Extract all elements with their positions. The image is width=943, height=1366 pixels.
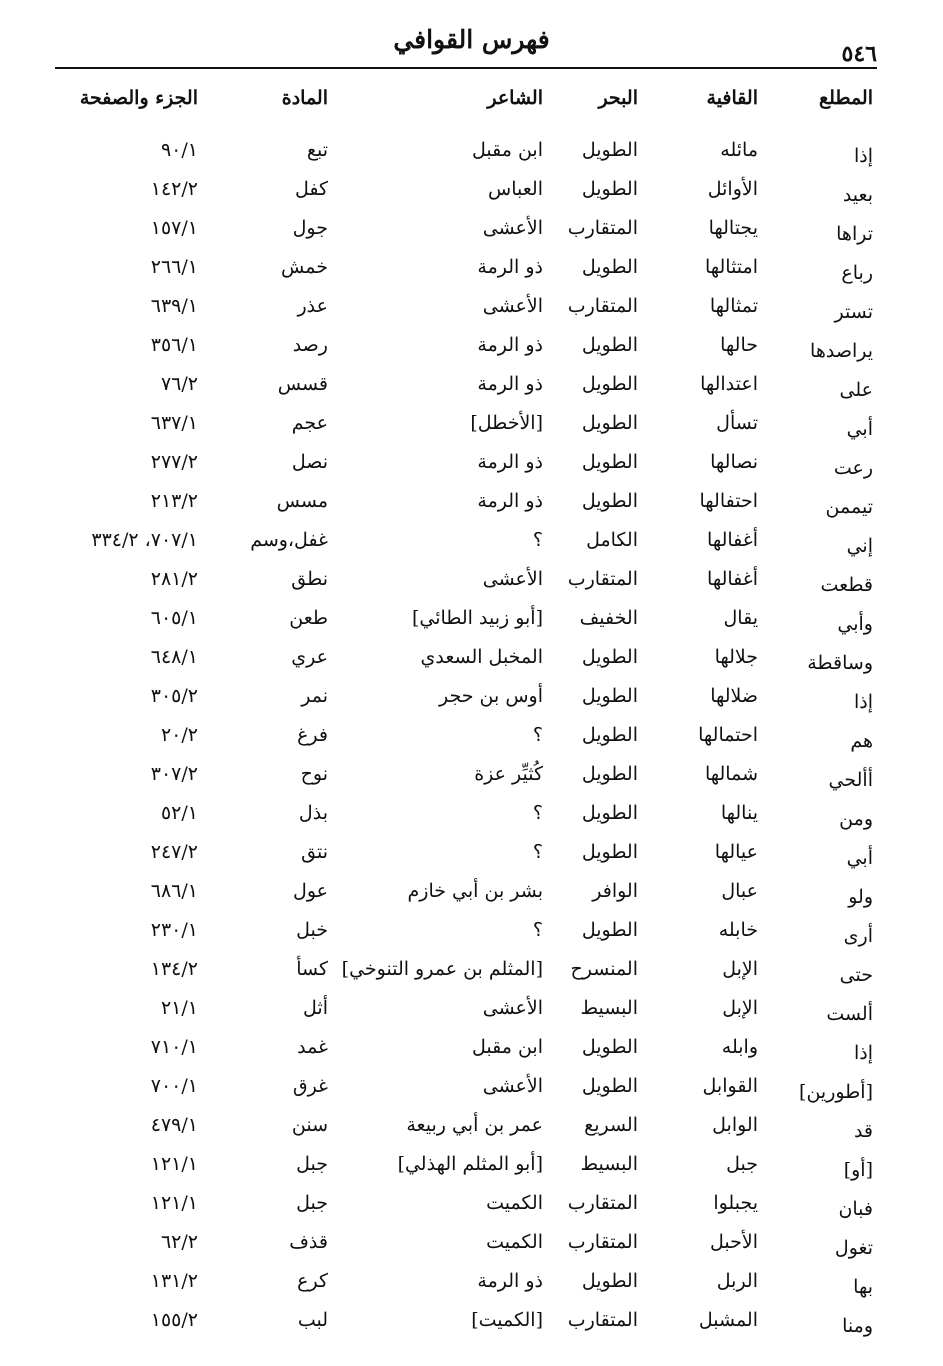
cell-madda: أثل [303,997,328,1019]
cell-matla: وساقطة [807,652,873,674]
cell-qafia: عيالها [714,841,758,863]
cell-shaer: الأعشى [482,568,543,590]
cell-matla: أرى [843,925,873,947]
cell-bahr: المتقارب [567,1231,638,1253]
cell-shaer: العباس [488,178,543,200]
cell-page: ١٣٤/٢ [150,958,198,980]
cell-shaer: عمر بن أبي ربيعة [406,1114,543,1136]
cell-matla: تستر [834,301,873,323]
cell-matla: على [839,379,873,401]
cell-madda: نصل [291,451,328,473]
cell-bahr: الطويل [581,1075,638,1097]
table-row [0,993,943,1032]
table-row [0,798,943,837]
cell-page: ٧٠٧/١، ٣٣٤/٢ [91,529,198,551]
cell-bahr: الطويل [581,412,638,434]
cell-qafia: الأوائل [707,178,758,200]
cell-bahr: الطويل [581,724,638,746]
cell-qafia: المشبل [698,1309,758,1331]
table-row [0,564,943,603]
table-row [0,525,943,564]
table-row [0,252,943,291]
cell-madda: كسأ [296,958,328,980]
header-shaer: الشاعر [487,87,543,109]
cell-page: ٢٣٠/١ [150,919,198,941]
table-row [0,642,943,681]
cell-qafia: شمالها [704,763,758,785]
cell-madda: غمد [297,1036,328,1058]
header-qafia: القافية [706,87,758,109]
cell-qafia: الوابل [712,1114,758,1136]
table-row [0,1188,943,1227]
cell-madda: عري [291,646,328,668]
cell-shaer: [أبو زبيد الطائي] [411,607,543,629]
cell-shaer: الأعشى [482,295,543,317]
table-row [0,174,943,213]
cell-matla: رباع [841,262,873,284]
cell-madda: كفل [294,178,328,200]
cell-page: ٢١٣/٢ [150,490,198,512]
cell-page: ٦٠٥/١ [150,607,198,629]
cell-matla: تغول [834,1237,873,1259]
cell-page: ٢٤٧/٢ [150,841,198,863]
table-header [0,80,943,116]
cell-page: ٩٠/١ [160,139,198,161]
cell-qafia: الإبل [722,958,758,980]
cell-bahr: الطويل [581,373,638,395]
cell-madda: رصد [292,334,328,356]
cell-bahr: الطويل [581,646,638,668]
cell-qafia: نصالها [710,451,758,473]
cell-shaer: ؟ [532,802,543,824]
cell-matla: [أطورين] [799,1081,873,1103]
cell-matla: وأبي [837,613,873,635]
cell-shaer: الأعشى [482,1075,543,1097]
cell-qafia: وابله [721,1036,758,1058]
cell-shaer: بشر بن أبي خازم [407,880,543,902]
table-row [0,1071,943,1110]
cell-bahr: المتقارب [567,217,638,239]
table-row [0,369,943,408]
cell-qafia: جبل [726,1153,758,1175]
cell-qafia: يقال [723,607,758,629]
header-rule [55,67,877,69]
cell-matla: إذا [853,145,873,167]
cell-madda: غرق [292,1075,328,1097]
cell-shaer: ذو الرمة [477,1270,543,1292]
cell-madda: غفل،وسم [250,529,328,551]
cell-page: ٧١٠/١ [150,1036,198,1058]
cell-page: ٣٥٦/١ [150,334,198,356]
cell-bahr: الكامل [586,529,638,551]
header-bahr: البحر [598,87,638,109]
cell-bahr: الوافر [592,880,638,902]
cell-qafia: أغفالها [707,568,758,590]
cell-bahr: المتقارب [567,1309,638,1331]
cell-shaer: ابن مقبل [472,1036,543,1058]
cell-qafia: جلالها [714,646,758,668]
cell-qafia: خابله [718,919,758,941]
cell-qafia: امتثالها [704,256,758,278]
table-row [0,135,943,174]
table-body [0,135,943,1344]
cell-madda: نوح [300,763,328,785]
cell-bahr: الطويل [581,490,638,512]
table-row [0,1149,943,1188]
cell-page: ٦٢/٢ [160,1231,198,1253]
cell-matla: ألست [826,1003,873,1025]
table-row [0,1032,943,1071]
cell-shaer: ؟ [532,919,543,941]
cell-shaer: ذو الرمة [477,373,543,395]
cell-madda: جبل [296,1192,328,1214]
cell-matla: إني [846,535,873,557]
table-row [0,1110,943,1149]
cell-matla: حتى [839,964,873,986]
header-madda: المادة [281,87,328,109]
cell-shaer: [الأخطل] [470,412,543,434]
cell-page: ٦٤٨/١ [150,646,198,668]
cell-shaer: ذو الرمة [477,256,543,278]
cell-page: ١٥٥/٢ [150,1309,198,1331]
cell-shaer: [أبو المثلم الهذلي] [397,1153,543,1175]
table-row [0,1305,943,1344]
header-matla: المطلع [818,87,873,109]
cell-page: ٢٦٦/١ [150,256,198,278]
cell-matla: تراها [836,223,873,245]
cell-matla: أبي [846,847,873,869]
cell-bahr: الطويل [581,139,638,161]
cell-bahr: الطويل [581,919,638,941]
cell-qafia: الربل [716,1270,758,1292]
cell-shaer: [المثلم بن عمرو التنوخي] [341,958,543,980]
cell-page: ١٣١/٢ [150,1270,198,1292]
cell-qafia: تمثالها [709,295,758,317]
table-row [0,447,943,486]
cell-madda: عول [293,880,328,902]
cell-shaer: ذو الرمة [477,334,543,356]
table-row [0,1227,943,1266]
cell-qafia: مائله [720,139,758,161]
cell-matla: رعت [833,457,873,479]
table-row [0,876,943,915]
cell-shaer: ؟ [532,724,543,746]
table-row [0,408,943,447]
cell-matla: إذا [853,691,873,713]
cell-page: ٤٧٩/١ [150,1114,198,1136]
cell-bahr: السريع [584,1114,638,1136]
cell-bahr: الطويل [581,685,638,707]
cell-madda: كرع [297,1270,328,1292]
table-row [0,720,943,759]
cell-page: ١٢١/١ [150,1153,198,1175]
cell-qafia: القوابل [702,1075,758,1097]
cell-page: ١٤٢/٢ [150,178,198,200]
cell-bahr: الطويل [581,256,638,278]
cell-bahr: البسيط [580,997,638,1019]
table-row [0,1266,943,1305]
cell-bahr: الطويل [581,334,638,356]
cell-page: ٢٧٧/٢ [150,451,198,473]
cell-matla: تيممن [825,496,873,518]
cell-bahr: المتقارب [567,1192,638,1214]
cell-bahr: الطويل [581,451,638,473]
cell-matla: بها [853,1276,873,1298]
cell-page: ٦٨٦/١ [150,880,198,902]
cell-page: ٢١/١ [160,997,198,1019]
table-row [0,330,943,369]
cell-matla: أألحي [828,769,873,791]
cell-bahr: البسيط [580,1153,638,1175]
cell-page: ٣٠٧/٢ [150,763,198,785]
cell-bahr: المتقارب [567,295,638,317]
cell-page: ٦٣٧/١ [150,412,198,434]
cell-page: ٣٠٥/٢ [150,685,198,707]
cell-bahr: الطويل [581,178,638,200]
cell-qafia: عبال [721,880,758,902]
cell-madda: فرغ [297,724,328,746]
cell-madda: طعن [289,607,328,629]
cell-matla: قطعت [820,574,873,596]
cell-bahr: المتقارب [567,568,638,590]
cell-matla: هم [850,730,873,752]
cell-matla: قد [853,1120,873,1142]
cell-madda: سنن [291,1114,328,1136]
cell-madda: خبل [296,919,328,941]
cell-shaer: الأعشى [482,217,543,239]
cell-madda: قسس [277,373,328,395]
header-page: الجزء والصفحة [79,87,198,109]
cell-matla: ومنا [842,1315,873,1337]
cell-page: ١٥٧/١ [150,217,198,239]
cell-qafia: يجتالها [708,217,758,239]
cell-madda: قذف [289,1231,328,1253]
cell-qafia: اعتدالها [700,373,758,395]
cell-bahr: الطويل [581,841,638,863]
cell-madda: نتق [301,841,328,863]
cell-matla: ولو [848,886,873,908]
cell-qafia: حالها [720,334,758,356]
table-row [0,291,943,330]
cell-page: ٧٠٠/١ [150,1075,198,1097]
cell-bahr: الطويل [581,802,638,824]
cell-page: ٦٣٩/١ [150,295,198,317]
cell-bahr: المنسرح [570,958,638,980]
cell-madda: تبع [306,139,328,161]
table-row [0,603,943,642]
table-row [0,759,943,798]
cell-qafia: احتفالها [699,490,758,512]
cell-page: ٧٦/٢ [160,373,198,395]
cell-shaer: المخبل السعدي [420,646,543,668]
cell-shaer: كُثيِّر عزة [474,763,543,785]
cell-madda: نمر [301,685,328,707]
table-row [0,486,943,525]
cell-qafia: احتمالها [698,724,758,746]
cell-page: ٢٨١/٢ [150,568,198,590]
page-title: فهرس القوافي [393,25,550,54]
cell-shaer: [الكميت] [471,1309,543,1331]
cell-shaer: الكميت [486,1231,543,1253]
table-row [0,915,943,954]
cell-shaer: الكميت [486,1192,543,1214]
cell-qafia: أغفالها [707,529,758,551]
cell-matla: أبي [846,418,873,440]
cell-shaer: أوس بن حجر [439,685,543,707]
cell-matla: ومن [839,808,873,830]
cell-matla: فبان [838,1198,873,1220]
cell-matla: يراصدها [810,340,873,362]
cell-bahr: الطويل [581,1270,638,1292]
cell-matla: بعيد [842,184,873,206]
cell-madda: مسس [276,490,328,512]
cell-madda: نطق [291,568,328,590]
cell-qafia: ينالها [720,802,758,824]
cell-bahr: الخفيف [579,607,638,629]
cell-qafia: تسأل [716,412,758,434]
cell-madda: لبب [297,1309,328,1331]
cell-page: ٥٢/١ [160,802,198,824]
cell-qafia: الأحبل [710,1231,758,1253]
cell-matla: إذا [853,1042,873,1064]
table-row [0,213,943,252]
cell-qafia: يجبلوا [713,1192,758,1214]
table-row [0,954,943,993]
cell-madda: خمش [281,256,328,278]
cell-shaer: ؟ [532,841,543,863]
cell-shaer: ذو الرمة [477,490,543,512]
cell-qafia: ضلالها [710,685,758,707]
cell-shaer: ابن مقبل [472,139,543,161]
cell-matla: [أو] [843,1159,873,1181]
cell-qafia: الإبل [722,997,758,1019]
cell-page: ١٢١/١ [150,1192,198,1214]
cell-madda: عذر [297,295,328,317]
cell-bahr: الطويل [581,763,638,785]
table-row [0,837,943,876]
cell-bahr: الطويل [581,1036,638,1058]
cell-madda: جبل [296,1153,328,1175]
cell-shaer: الأعشى [482,997,543,1019]
cell-page: ٢٠/٢ [160,724,198,746]
cell-madda: بذل [298,802,328,824]
table-row [0,681,943,720]
cell-madda: جول [292,217,328,239]
cell-madda: عجم [291,412,328,434]
cell-shaer: ؟ [532,529,543,551]
cell-shaer: ذو الرمة [477,451,543,473]
page-number: ٥٤٦ [841,41,877,67]
